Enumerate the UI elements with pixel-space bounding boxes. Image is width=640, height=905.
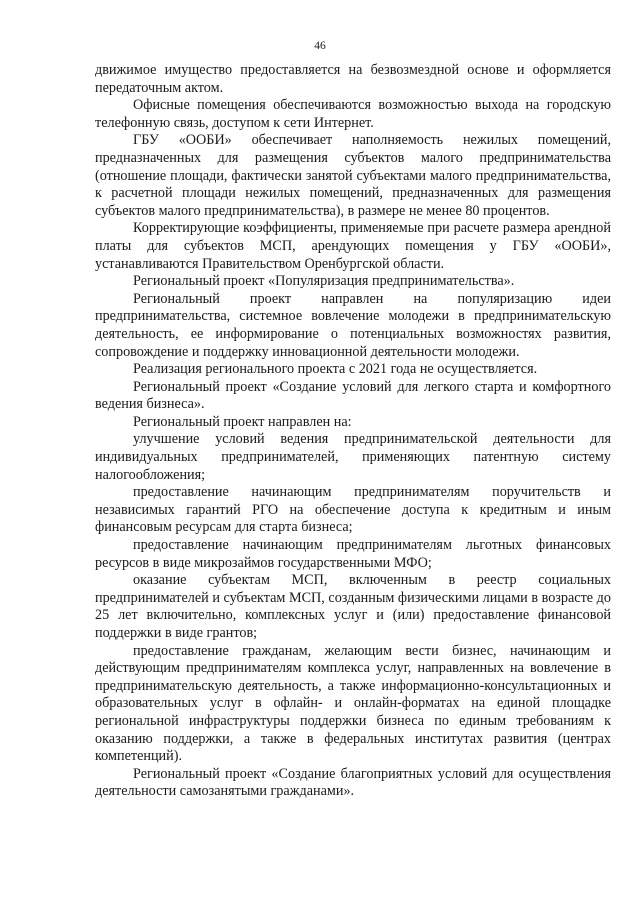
list-item-grants: оказание субъектам МСП, включенным в реестр социальных предпринимателей и субъектам МСП, созданным физическими лицами в возрасте до 25 лет включительно, комплексных услуг и (или) предоставление финансовой поддержки в виде грантов; — [95, 572, 611, 641]
paragraph-project-easy-start-title: Региональный проект «Создание условий для легкого старта и комфортного ведения бизнеса». — [95, 378, 611, 413]
list-item-patent-system: улучшение условий ведения предпринимательской деятельности для индивидуальных предпринимателей, применяющих патентную систему налогообложения; — [95, 431, 611, 483]
paragraph-project-popularization-goal: Региональный проект направлен на популяризацию идеи предпринимательства, системное вовлечение молодежи в предпринимательскую деятельность, ее информирование о потенциальных возможностях развития, сопровождение и поддержку инновационной деятельности молодежи. — [95, 290, 611, 360]
list-item-services-complex: предоставление гражданам, желающим вести бизнес, начинающим и действующим предпринимателям комплекса услуг, направленных на вовлечение в предпринимательскую деятельность, а также информационно-консультационных и образовательных услуг в офлайн- и онлайн-форматах на единой площадке региональной инфраструктуры поддержки бизнеса по единым требованиям к оказанию поддержки, а также в федеральных институтах развития (центрах компетенций). — [95, 642, 611, 765]
document-body — [95, 62, 611, 801]
page-number: 46 — [314, 40, 326, 52]
paragraph-project-directed-at: Региональный проект направлен на: — [133, 413, 352, 430]
paragraph-project-self-employed-title: Региональный проект «Создание благоприятных условий для осуществления деятельности самозанятыми гражданами». — [95, 765, 611, 800]
paragraph-project-popularization-title: Региональный проект «Популяризация предпринимательства». — [133, 273, 515, 290]
paragraph-movable-property: движимое имущество предоставляется на безвозмездной основе и оформляется передаточным актом. — [95, 62, 611, 96]
paragraph-project-not-implemented: Реализация регионального проекта с 2021 года не осуществляется. — [133, 361, 538, 378]
paragraph-occupancy: ГБУ «ООБИ» обеспечивает наполняемость нежилых помещений, предназначенных для размещения субъектов малого предпринимательства (отношение площади, фактически занятой субъектами малого предпринимательства, к расчетной площади нежилых помещений, предназначенных для размещения субъектов малого предпринимательства), в размере не менее 80 процентов. — [95, 132, 611, 219]
paragraph-office-premises: Офисные помещения обеспечиваются возможностью выхода на городскую телефонную связь, доступом к сети Интернет. — [95, 97, 611, 131]
list-item-microloans: предоставление начинающим предпринимателям льготных финансовых ресурсов в виде микрозаймов государственными МФО; — [95, 537, 611, 571]
paragraph-coefficients: Корректирующие коэффициенты, применяемые при расчете размера арендной платы для субъектов МСП, арендующих помещения у ГБУ «ООБИ», устанавливаются Правительством Оренбургской области. — [95, 220, 611, 272]
list-item-guarantees: предоставление начинающим предпринимателям поручительств и независимых гарантий РГО на обеспечение доступа к кредитным и иным финансовым ресурсам для старта бизнеса; — [95, 484, 611, 536]
